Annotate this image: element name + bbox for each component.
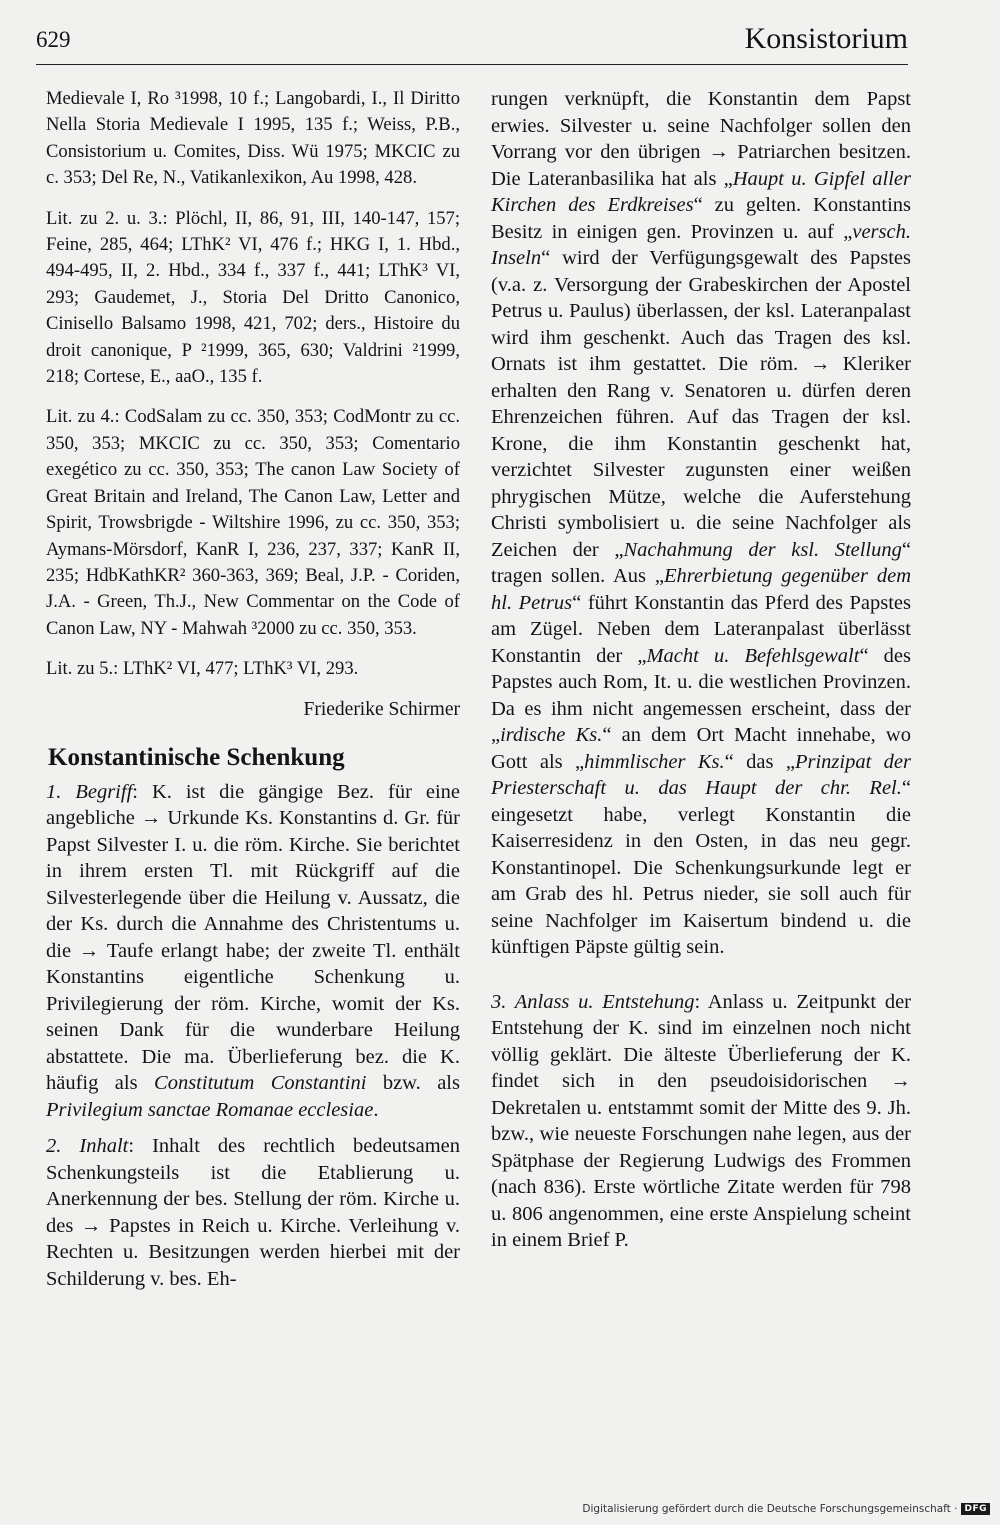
section-2-continued — [491, 86, 911, 961]
section-label: 3. Anlass u. Entstehung — [491, 990, 695, 1013]
section-text: : Anlass u. Zeitpunkt der Entstehung der K. sind im einzelnen noch nicht völlig geklärt. Die älteste Überlieferung der K. findet sich in den pseudoisidorischen → Dekretalen u. entstammt somit der Mitte des 9. Jh. bzw., wie neueste Forschungen nahe legen, aus der Spätphase der Regierung Ludwigs des Frommen (nach 836). Erste wörtliche Zitate werden für 798 u. 806 angenommen, eine erste Anspielung scheint in einem Brief P. — [491, 990, 911, 1251]
running-head: Konsistorium — [744, 22, 908, 55]
credit-text: Digitalisierung gefördert durch die Deutsche Forschungsgemeinschaft · — [582, 1503, 958, 1515]
section-3-anlass — [491, 989, 911, 1254]
italic-quote: Nachahmung der ksl. Stellung — [623, 538, 902, 561]
italic-term: Constitutum Constantini — [154, 1072, 367, 1095]
section-text: “ des Papstes auch Rom, It. u. die westlichen Provinzen. Da es ihm nicht angemessen erscheint, dass der „ — [491, 644, 911, 746]
italic-quote: versch. Inseln — [491, 220, 911, 269]
section-text: : Inhalt des rechtlich bedeutsamen Schenkungsteils ist die Etablierung u. Anerkennung der bes. Stellung der röm. Kirche u. des → Papstes in Reich u. Kirche. Verleihung v. Rechten u. Besitzungen werden hierbei mit der Schilderung v. bes. Eh- — [46, 1135, 460, 1290]
section-label: 1. Begriff — [46, 780, 133, 803]
italic-quote: Ehrerbietung gegenüber dem hl. Petrus — [491, 565, 911, 614]
header-rule — [36, 64, 908, 65]
section-text: . — [373, 1098, 379, 1121]
section-1-begriff — [46, 779, 460, 1124]
italic-term: Privilegium sanctae Romanae ecclesiae — [46, 1098, 374, 1121]
section-text: “ tragen sollen. Aus „ — [491, 538, 911, 587]
section-text: rungen verknüpft, die Konstantin dem Papst erwies. Silvester u. seine Nachfolger sollen den Vorrang vor den übrigen → Patriarchen besitzen. Die Lateranbasilika hat als „ — [491, 88, 911, 190]
section-text: bzw. als — [366, 1072, 460, 1095]
literature-4: Lit. zu 4.: CodSalam zu cc. 350, 353; CodMontr zu cc. 350, 353; MKCIC zu cc. 350, 353; Comentario exegético zu cc. 350, 353; The canon Law Society of Great Britain and Ireland, The Canon Law, Letter and Spirit, Trowsbrigde - Wiltshire 1996, zu cc. 350, 353; Aymans-Mörsdorf, KanR I, 236, 237, 337; KanR II, 235; HdbKathKR² 360-363, 369; Beal, J.P. - Coriden, J.A. - Green, Th.J., New Commentar on the Code of Canon Law, NY - Mahwah ³2000 zu cc. 350, 353. — [46, 406, 460, 639]
italic-quote: irdische Ks. — [500, 724, 603, 746]
section-text: “ das „ — [724, 750, 795, 773]
section-text: “ eingesetzt habe, verlegt Konstantin die Kaiserresidenz in den Osten, in das neu gegr. Konstantinopel. Die Schenkungsurkunde legt er am Grab des hl. Petrus nieder, sie soll auch für seine Nachfolger im Kaisertum bindend u. die künftigen Päpste gültig sein. — [491, 777, 911, 958]
literature-2-3: Lit. zu 2. u. 3.: Plöchl, II, 86, 91, III, 140-147, 157; Feine, 285, 464; LThK² VI, 476 f.; HKG I, 1. Hbd., 494-495, II, 2. Hbd., 334 f., 337 f., 441; LThK³ VI, 293; Gaudemet, J., Storia Del Dritto Canonico, Cinisello Balsamo 1998, 421, 702; ders., Histoire du droit canonique, P ²1999, 365, 630; Valdrini ²1999, 218; Cortese, E., aaO., 135 f. — [46, 207, 460, 388]
right-column — [491, 86, 911, 1264]
section-text: : K. ist die gängige Bez. für eine angebliche → Urkunde Ks. Konstantins d. Gr. für Papst Silvester I. u. die röm. Kirche. Sie berichtet in ihrem ersten Tl. mit Rückgriff auf die Silvesterlegende über die Heilung v. Aussatz, die der Ks. durch die Annahme des Christentums u. die → Taufe erlangt habe; der zweite Tl. enthält Konstantins eigentliche Schenkung u. Privilegierung der röm. Kirche, womit der Ks. seinen Dank für die wunderbare Heilung abstattete. Die ma. Überlieferung bez. die K. häufig als — [46, 780, 460, 1095]
entry-title: Konstantinische Schenkung — [48, 743, 345, 771]
page-number: 629 — [36, 27, 71, 52]
left-column — [46, 86, 460, 1302]
literature-5: Lit. zu 5.: LThK² VI, 477; LThK³ VI, 293. — [46, 658, 359, 680]
section-label: 2. Inhalt — [46, 1135, 129, 1158]
digitization-credit — [582, 1503, 990, 1515]
italic-quote: Macht u. Befehlsgewalt — [646, 644, 860, 667]
dfg-logo: DFG — [961, 1503, 990, 1515]
italic-quote: himmlischer Ks. — [584, 750, 725, 773]
section-text: “ zu gelten. Konstantins Besitz in einigen gen. Provinzen u. auf „ — [491, 194, 912, 243]
italic-quote: Haupt u. Gipfel aller Kirchen des Erdkreises — [491, 167, 911, 216]
section-text: “ wird der Verfügungsgewalt des Papstes (v.a. z. Versorgung der Grabeskirchen der Apostel Petrus u. Paulus) überlassen, der ksl. Lateranpalast wird ihm geschenkt. Auch das Tragen des ksl. Ornats ist ihm gestattet. Die röm. → Kleriker erhalten den Rang v. Senatoren u. dürfen deren Ehrenzeichen führen. Auf das Tragen der ksl. Krone, die ihm Konstantin geschenkt hat, verzichtet Silvester zugunsten einer weißen phrygischen Mütze, welche die Auferstehung Christi symbolisiert u. die seine Nachfolger als Zeichen der „ — [491, 247, 911, 561]
italic-quote: Prinzipat der Priesterschaft u. das Haupt der chr. Rel. — [491, 750, 911, 799]
literature-intro: Medievale I, Ro ³1998, 10 f.; Langobardi, I., Il Diritto Nella Storia Medievale I 1995, 135 f.; Weiss, P.B., Consistorium u. Comites, Diss. Wü 1975; MKCIC zu c. 353; Del Re, N., Vatikanlexikon, Au 1998, 428. — [46, 88, 460, 189]
author-signature: Friederike Schirmer — [303, 698, 460, 720]
section-text: “ an dem Ort Macht innehabe, wo Gott als „ — [491, 724, 911, 773]
section-2-inhalt — [46, 1133, 460, 1292]
section-text: “ führt Konstantin das Pferd des Papstes am Zügel. Neben dem Lateranpalast überlässt Konstantin der „ — [491, 591, 911, 667]
